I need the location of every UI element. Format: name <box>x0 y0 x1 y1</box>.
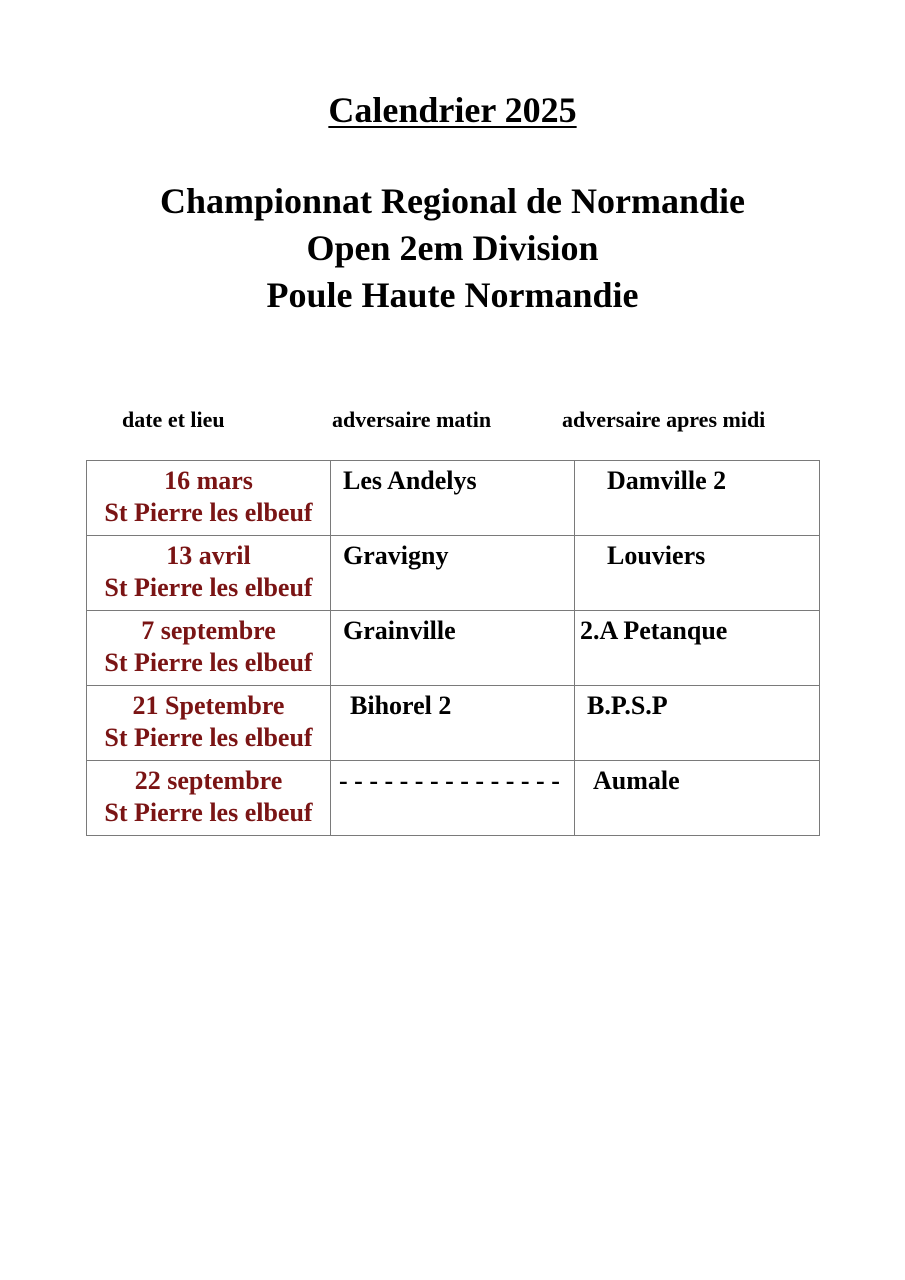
match-date: 7 septembre <box>141 616 276 645</box>
match-place: St Pierre les elbeuf <box>104 573 313 602</box>
afternoon-opponent: Damville 2 <box>575 461 820 536</box>
date-cell <box>87 686 331 761</box>
afternoon-opponent: 2.A Petanque <box>575 611 820 686</box>
afternoon-opponent: Louviers <box>575 536 820 611</box>
match-place: St Pierre les elbeuf <box>104 723 313 752</box>
table-row <box>87 686 820 761</box>
table-row <box>87 461 820 536</box>
morning-opponent: Bihorel 2 <box>331 686 575 761</box>
match-place: St Pierre les elbeuf <box>104 498 313 527</box>
afternoon-opponent: Aumale <box>575 761 820 836</box>
subtitle-division: Open 2em Division <box>306 228 599 268</box>
morning-opponent: Gravigny <box>331 536 575 611</box>
table-row <box>87 611 820 686</box>
column-header-morning: adversaire matin <box>332 407 492 432</box>
date-cell <box>87 461 331 536</box>
page-title: Calendrier 2025 <box>328 90 577 130</box>
subtitle-pool: Poule Haute Normandie <box>266 275 639 315</box>
table-row <box>87 536 820 611</box>
date-cell <box>87 536 331 611</box>
match-place: St Pierre les elbeuf <box>104 648 313 677</box>
match-date: 16 mars <box>164 466 253 495</box>
match-date: 21 Spetembre <box>132 691 285 720</box>
morning-opponent: Les Andelys <box>331 461 575 536</box>
morning-opponent: Grainville <box>331 611 575 686</box>
table-row <box>87 761 820 836</box>
afternoon-opponent: B.P.S.P <box>575 686 820 761</box>
date-cell <box>87 611 331 686</box>
match-place: St Pierre les elbeuf <box>104 798 313 827</box>
column-header-afternoon: adversaire apres midi <box>562 407 766 432</box>
subtitle-championship: Championnat Regional de Normandie <box>159 181 746 221</box>
column-header-date: date et lieu <box>122 407 225 432</box>
match-date: 13 avril <box>166 541 251 570</box>
schedule-table <box>86 460 820 836</box>
morning-opponent: - - - - - - - - - - - - - - - <box>331 761 575 836</box>
match-date: 22 septembre <box>134 766 283 795</box>
date-cell <box>87 761 331 836</box>
subtitle-block <box>0 178 905 319</box>
